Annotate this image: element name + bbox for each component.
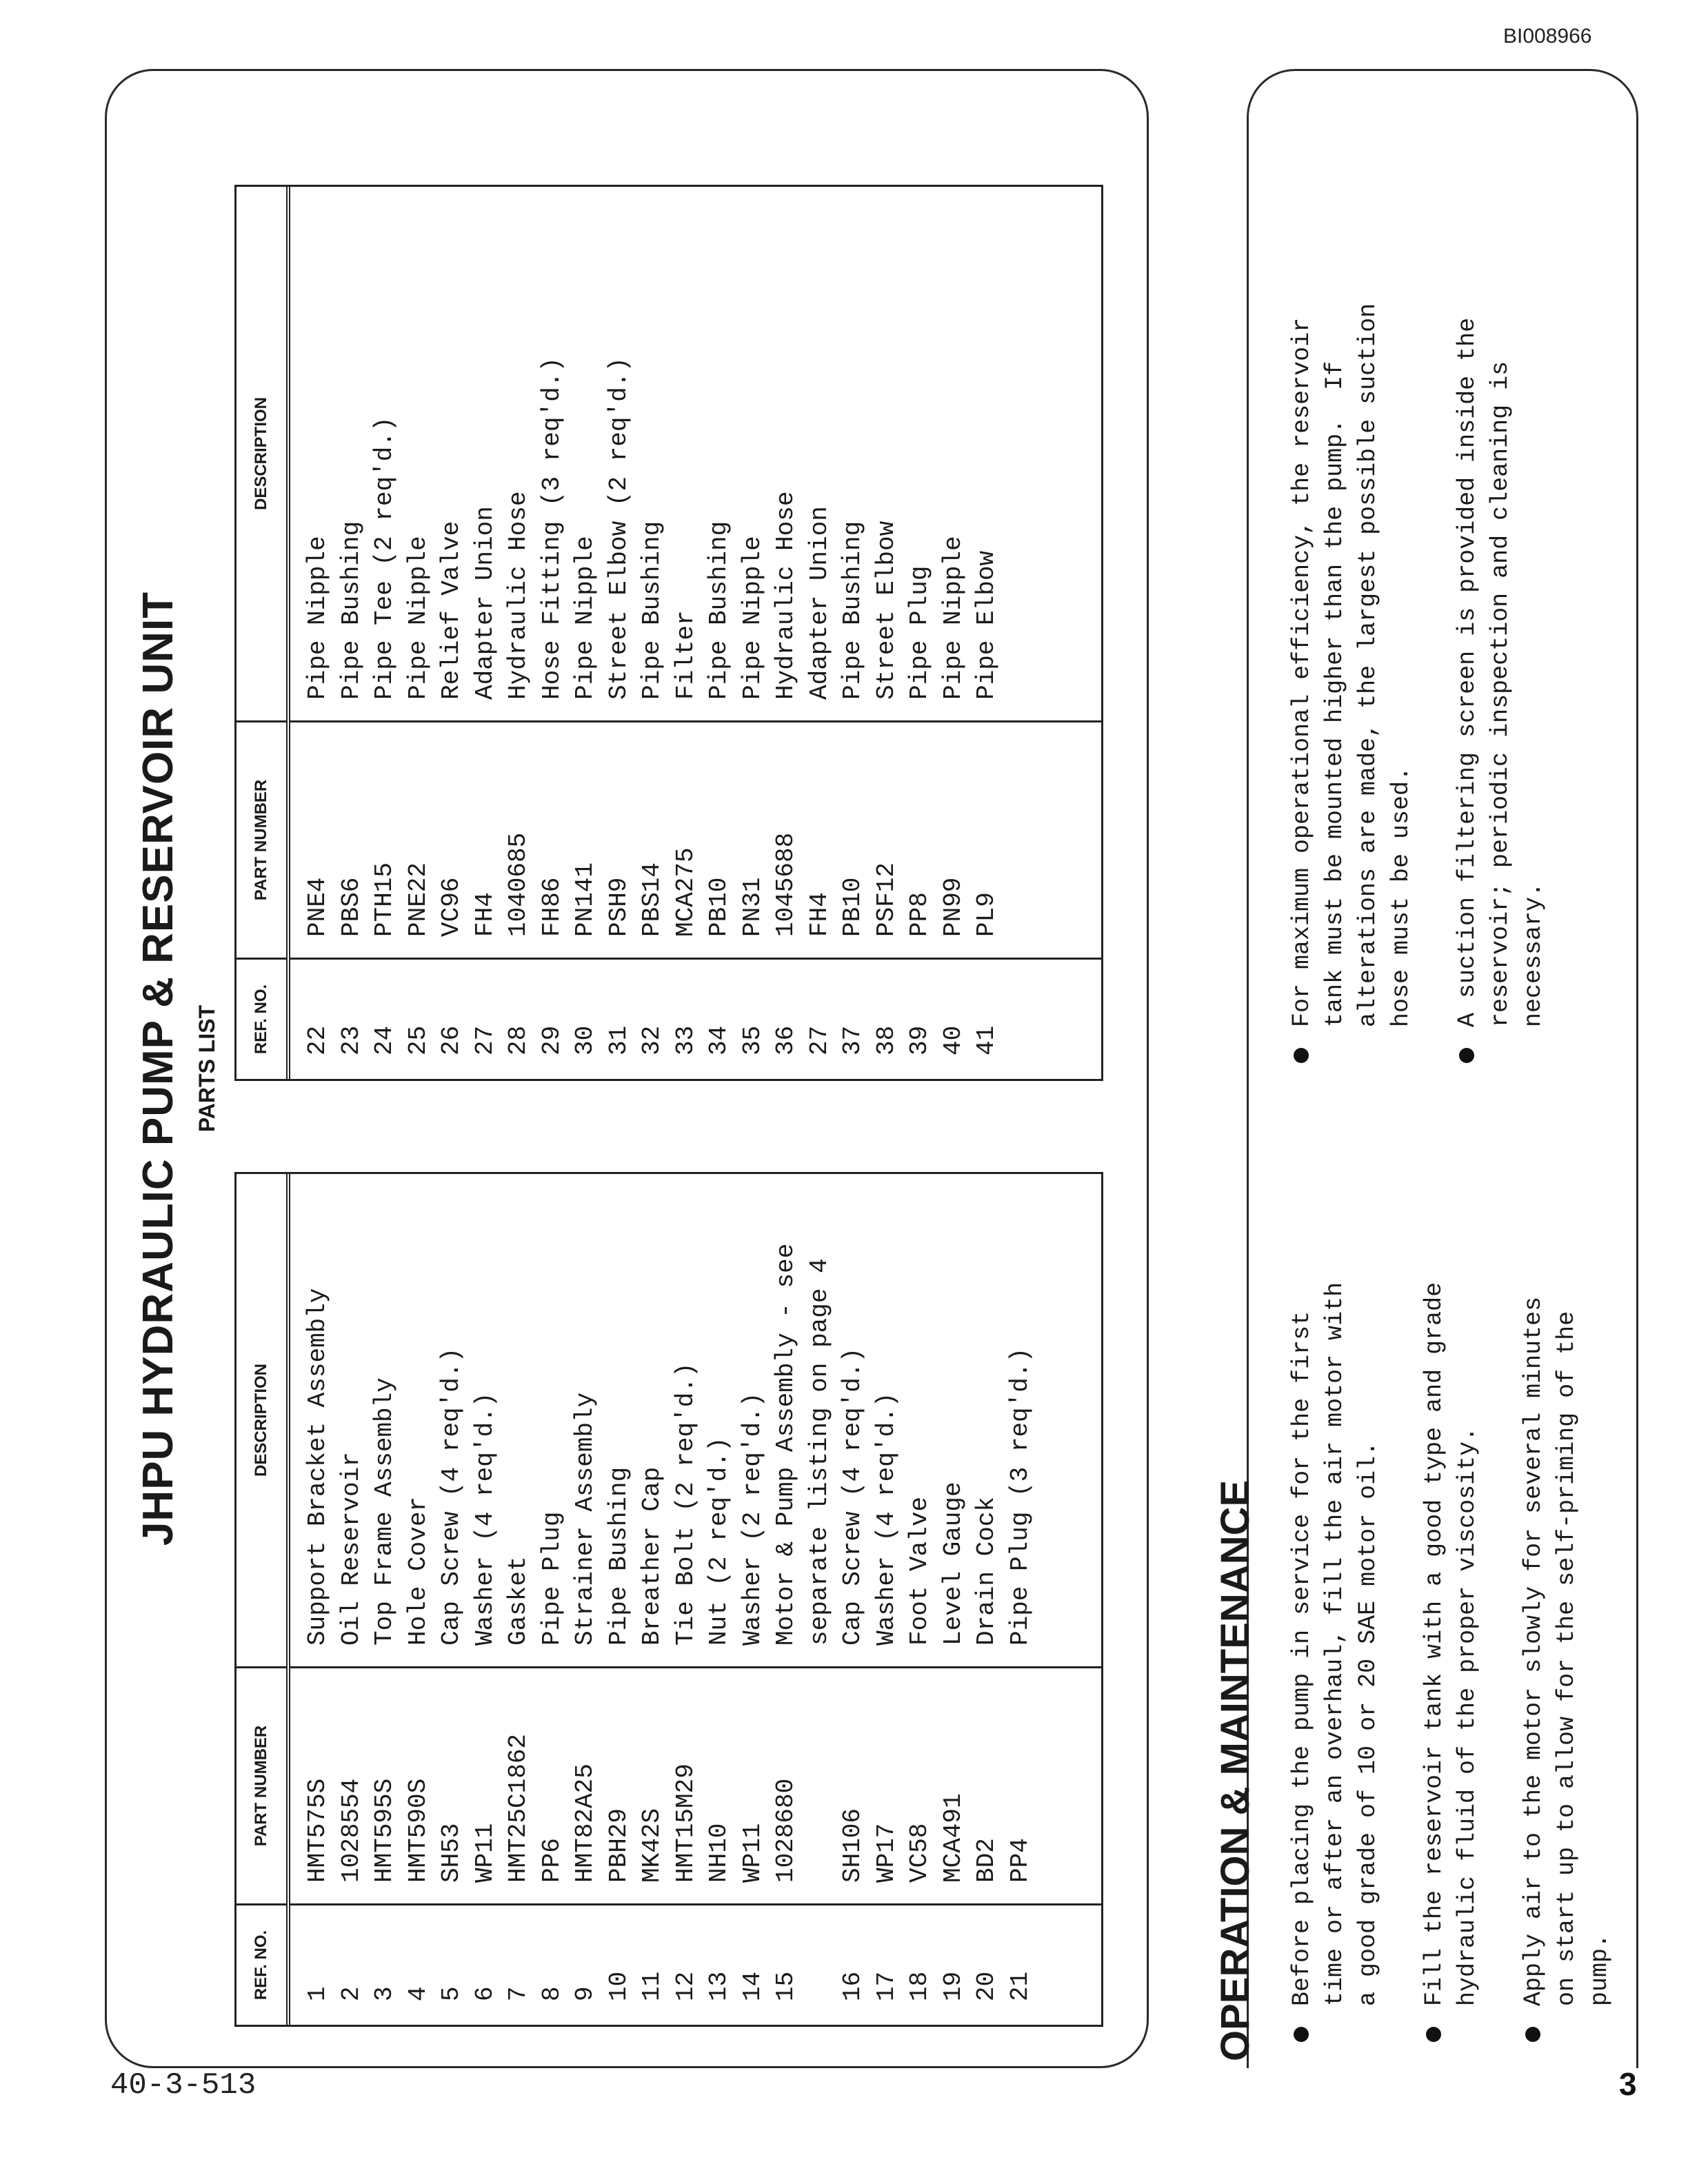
table-cell-desc: Pipe Bushing bbox=[604, 1466, 633, 1646]
table-cell-ref: 25 bbox=[403, 1025, 432, 1055]
instruction-text: Apply air to the motor slowly for several minutes on start up to allow for the self-priming of the pump. bbox=[1520, 1296, 1614, 2006]
table-cell-ref: 10 bbox=[604, 1971, 633, 2001]
table-cell-part: NH10 bbox=[705, 1823, 733, 1883]
table-cell-ref: 34 bbox=[705, 1025, 733, 1055]
table-cell-ref: 39 bbox=[905, 1025, 934, 1055]
instruction-item bbox=[1451, 131, 1550, 1069]
table-cell-desc: Pipe Plug bbox=[537, 1511, 566, 1646]
table-cell-desc: Pipe Tee (2 req'd.) bbox=[370, 416, 399, 700]
table-cell-desc: Top Frame Assembly bbox=[370, 1377, 399, 1646]
table-cell-ref: 9 bbox=[571, 1986, 599, 2001]
table-cell-part: HMT595S bbox=[370, 1778, 399, 1883]
table-cell-desc: Hose Fitting (3 req'd.) bbox=[537, 357, 566, 700]
table-cell-desc: Washer (2 req'd.) bbox=[738, 1392, 767, 1646]
table-cell-part: FH4 bbox=[805, 892, 834, 937]
instruction-item bbox=[1285, 1138, 1385, 2048]
document-number: 40-3-513 bbox=[110, 2068, 257, 2103]
instruction-text: Before placing the pump in service for the first time or after an overhaul, fill the air motor with a good grade of 10 or 20 SAE motor oil. bbox=[1288, 1282, 1382, 2006]
table-cell-part: PN31 bbox=[738, 877, 767, 937]
bullet-icon bbox=[1426, 2027, 1441, 2042]
table-cell-part: PB10 bbox=[705, 877, 733, 937]
table-cell-desc: Pipe Plug (3 req'd.) bbox=[1005, 1347, 1034, 1646]
table-cell-desc: Pipe Nipple bbox=[403, 536, 432, 700]
description-column bbox=[290, 187, 1101, 720]
instruction-text: A suction filtering screen is provided inside the reservoir; periodic inspection and cleaning is necessary. bbox=[1454, 317, 1547, 1027]
table-cell-ref: 32 bbox=[638, 1025, 666, 1055]
header-description: DESCRIPTION bbox=[252, 1364, 270, 1477]
table-cell-desc: Nut (2 req'd.) bbox=[705, 1437, 733, 1646]
table-cell-desc: Foot Valve bbox=[905, 1496, 934, 1646]
header-description: DESCRIPTION bbox=[252, 397, 270, 511]
table-cell-ref: 18 bbox=[905, 1971, 934, 2001]
ref-column bbox=[290, 958, 1101, 1079]
table-cell-ref: 40 bbox=[938, 1025, 967, 1055]
table-cell-part: HMT15M29 bbox=[671, 1763, 700, 1883]
table-cell-desc: separate listing on page 4 bbox=[805, 1258, 834, 1646]
table-cell-desc: Hole Cover bbox=[403, 1496, 432, 1646]
table-cell-ref: 28 bbox=[504, 1025, 532, 1055]
table-header bbox=[237, 1174, 290, 2025]
table-cell-part: WP11 bbox=[470, 1823, 499, 1883]
table-cell-ref: 11 bbox=[638, 1971, 666, 2001]
table-cell-ref: 12 bbox=[671, 1971, 700, 2001]
table-cell-desc: Relief Valve bbox=[437, 520, 465, 700]
table-cell-ref: 4 bbox=[403, 1986, 432, 2001]
table-cell-desc: Hydraulic Hose bbox=[504, 491, 532, 700]
table-cell-part: PB10 bbox=[838, 877, 867, 937]
table-cell-desc: Street Elbow bbox=[872, 520, 901, 700]
table-cell-desc: Motor & Pump Assembly - see bbox=[772, 1243, 800, 1646]
header-part-number: PART NUMBER bbox=[237, 720, 286, 958]
table-cell-part: FH4 bbox=[470, 892, 499, 937]
table-cell-part: PP8 bbox=[905, 892, 934, 937]
table-cell-part: 1028554 bbox=[336, 1778, 365, 1883]
table-cell-desc: Pipe Nipple bbox=[303, 536, 332, 700]
table-cell-part: PNE22 bbox=[403, 862, 432, 937]
table-cell-ref: 14 bbox=[738, 1971, 767, 2001]
table-cell-desc: Breather Cap bbox=[638, 1466, 666, 1646]
table-cell-part: BD2 bbox=[972, 1838, 1001, 1883]
bullet-icon bbox=[1525, 2027, 1540, 2042]
instruction-item bbox=[1517, 1138, 1616, 2048]
table-cell-desc: Pipe Bushing bbox=[705, 520, 733, 700]
header-ref-no: REF. NO. bbox=[237, 1903, 286, 2025]
bullet-icon bbox=[1459, 1048, 1474, 1063]
table-cell-part: PBS14 bbox=[638, 862, 666, 937]
table-cell-ref: 30 bbox=[571, 1025, 599, 1055]
table-cell-ref: 41 bbox=[972, 1025, 1001, 1055]
table-cell-desc: Filter bbox=[671, 610, 700, 700]
table-cell-part: PBS6 bbox=[336, 877, 365, 937]
table-cell-ref: 20 bbox=[972, 1971, 1001, 2001]
table-cell-ref: 36 bbox=[772, 1025, 800, 1055]
table-cell-ref: 17 bbox=[872, 1971, 901, 2001]
operation-section bbox=[1214, 69, 1641, 2068]
table-cell-desc: Pipe Elbow bbox=[972, 550, 1001, 700]
header-part-number: PART NUMBER bbox=[237, 1666, 286, 1903]
table-cell-desc: Pipe Nipple bbox=[938, 536, 967, 700]
table-cell-ref bbox=[803, 1905, 837, 2001]
table-cell-ref: 22 bbox=[303, 1025, 332, 1055]
table-cell-ref: 26 bbox=[437, 1025, 465, 1055]
table-cell-part: PN99 bbox=[938, 877, 967, 937]
table-cell-desc: Pipe Nipple bbox=[571, 536, 599, 700]
page-number: 3 bbox=[1619, 2066, 1637, 2102]
bullet-icon bbox=[1294, 2027, 1309, 2042]
table-cell-part: WP11 bbox=[738, 1823, 767, 1883]
table-cell-desc: Tie Bolt (2 req'd.) bbox=[671, 1362, 700, 1646]
table-cell-ref: 16 bbox=[838, 1971, 867, 2001]
table-cell-part: VC96 bbox=[437, 877, 465, 937]
parts-title: JHPU HYDRAULIC PUMP & RESERVOIR UNIT bbox=[134, 591, 182, 1546]
parts-table-left bbox=[234, 1172, 1103, 2027]
table-cell-part: PNE4 bbox=[303, 877, 332, 937]
table-cell-ref: 1 bbox=[303, 1986, 332, 2001]
table-cell-part: 1045688 bbox=[772, 832, 800, 937]
table-cell-desc: Adapter Union bbox=[805, 506, 834, 700]
instruction-item bbox=[1418, 1138, 1484, 2048]
table-cell-part: PTH15 bbox=[370, 862, 399, 937]
table-cell-part: WP17 bbox=[872, 1823, 901, 1883]
table-cell-ref: 23 bbox=[336, 1025, 365, 1055]
table-cell-ref: 19 bbox=[938, 1971, 967, 2001]
table-header bbox=[237, 187, 290, 1079]
table-cell-part: VC58 bbox=[905, 1823, 934, 1883]
table-cell-part: PSH9 bbox=[604, 877, 633, 937]
parts-subtitle: PARTS LIST bbox=[194, 1004, 219, 1133]
table-cell-ref: 38 bbox=[872, 1025, 901, 1055]
table-cell-ref: 7 bbox=[504, 1986, 532, 2001]
table-cell-ref: 21 bbox=[1005, 1971, 1034, 2001]
table-cell-desc: Gasket bbox=[504, 1556, 532, 1646]
instruction-text: For maximum operational efficiency, the reservoir tank must be mounted higher than the pump. If alterations are made, the largest possible suction hose must be used. bbox=[1288, 303, 1415, 1027]
table-cell-desc: Street Elbow (2 req'd.) bbox=[604, 357, 633, 700]
table-cell-desc: Strainer Assembly bbox=[571, 1392, 599, 1646]
table-cell-desc: Level Gauge bbox=[938, 1482, 967, 1646]
table-cell-part: HMT590S bbox=[403, 1778, 432, 1883]
part-number-column bbox=[290, 720, 1101, 958]
table-cell-ref: 3 bbox=[370, 1986, 399, 2001]
description-column bbox=[290, 1174, 1101, 1666]
table-cell-ref: 5 bbox=[437, 1986, 465, 2001]
table-cell-ref: 15 bbox=[772, 1971, 800, 2001]
table-cell-part: HMT575S bbox=[303, 1778, 332, 1883]
table-cell-desc: Drain Cock bbox=[972, 1496, 1001, 1646]
table-cell-ref: 33 bbox=[671, 1025, 700, 1055]
table-cell-part: 1040685 bbox=[504, 832, 532, 937]
table-cell-part: MCA275 bbox=[671, 847, 700, 937]
table-cell-part: PBH29 bbox=[604, 1808, 633, 1883]
table-cell-desc: Adapter Union bbox=[470, 506, 499, 700]
table-cell-ref: 24 bbox=[370, 1025, 399, 1055]
table-cell-ref: 27 bbox=[470, 1025, 499, 1055]
table-cell-part: SH106 bbox=[838, 1808, 867, 1883]
parts-list-section bbox=[117, 83, 1138, 2054]
table-cell-part: FH86 bbox=[537, 877, 566, 937]
table-cell-part: 1028680 bbox=[772, 1778, 800, 1883]
table-cell-ref: 31 bbox=[604, 1025, 633, 1055]
table-cell-part: PP6 bbox=[537, 1838, 566, 1883]
table-cell-desc: Cap Screw (4 req'd.) bbox=[437, 1347, 465, 1646]
table-cell-desc: Oil Reservoir bbox=[336, 1452, 365, 1646]
ref-column bbox=[290, 1903, 1101, 2025]
header-ref-no: REF. NO. bbox=[237, 958, 286, 1079]
table-cell-part: SH53 bbox=[437, 1823, 465, 1883]
table-cell-desc: Support Bracket Assembly bbox=[303, 1288, 332, 1646]
table-cell-desc: Cap Screw (4 req'd.) bbox=[838, 1347, 867, 1646]
table-cell-ref: 37 bbox=[838, 1025, 867, 1055]
table-cell-ref: 8 bbox=[537, 1986, 566, 2001]
part-number-column bbox=[290, 1666, 1101, 1903]
table-cell-desc: Pipe Nipple bbox=[738, 536, 767, 700]
table-cell-ref: 27 bbox=[805, 1025, 834, 1055]
parts-table-right bbox=[234, 185, 1103, 1081]
document-id: BI008966 bbox=[1503, 25, 1592, 48]
table-cell-desc: Washer (4 req'd.) bbox=[470, 1392, 499, 1646]
table-cell-ref: 35 bbox=[738, 1025, 767, 1055]
table-cell-desc: Washer (4 req'd.) bbox=[872, 1392, 901, 1646]
table-cell-ref: 13 bbox=[705, 1971, 733, 2001]
table-cell-part: HMT82A25 bbox=[571, 1763, 599, 1883]
table-cell-ref: 29 bbox=[537, 1025, 566, 1055]
table-cell-part: PL9 bbox=[972, 892, 1001, 937]
operation-title: OPERATION & MAINTENANCE bbox=[1213, 1479, 1258, 2061]
table-cell-desc: Pipe Plug bbox=[905, 565, 934, 700]
table-cell-part: MCA491 bbox=[938, 1793, 967, 1883]
instruction-item bbox=[1285, 131, 1418, 1069]
bullet-icon bbox=[1294, 1048, 1309, 1063]
operation-column-2 bbox=[1285, 131, 1583, 1069]
operation-column-1 bbox=[1285, 1138, 1649, 2048]
table-cell-part bbox=[803, 1668, 837, 1883]
table-cell-part: PN141 bbox=[571, 862, 599, 937]
table-cell-part: MK42S bbox=[638, 1808, 666, 1883]
instruction-text: Fill the reservoir tank with a good type and grade hydraulic fluid of the proper viscosity. bbox=[1420, 1282, 1481, 2006]
table-cell-ref: 6 bbox=[470, 1986, 499, 2001]
table-cell-desc: Pipe Bushing bbox=[838, 520, 867, 700]
table-cell-part: PP4 bbox=[1005, 1838, 1034, 1883]
table-cell-ref: 2 bbox=[336, 1986, 365, 2001]
table-cell-desc: Pipe Bushing bbox=[336, 520, 365, 700]
table-cell-desc: Pipe Bushing bbox=[638, 520, 666, 700]
table-cell-desc: Hydraulic Hose bbox=[772, 491, 800, 700]
table-cell-part: PSF12 bbox=[872, 862, 901, 937]
table-cell-part: HMT25C1862 bbox=[504, 1733, 532, 1883]
